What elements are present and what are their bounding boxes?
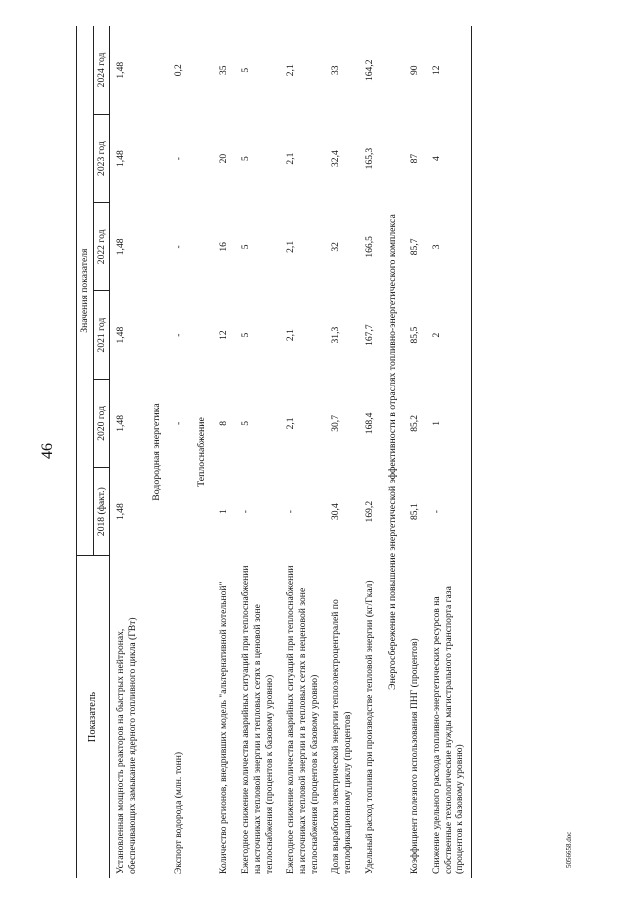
- value-cell: 85,2: [409, 414, 421, 432]
- indicator-label: Ежегодное снижение количества аварийных ситуаций при теплоснабжении на источниках тепловой энергии и в тепловых сетях в неценовой зоне теплоснабжения (процентов к базовому уровню): [285, 565, 320, 874]
- values-group-header: Значения показателя: [77, 26, 94, 556]
- year-header: 2024 год: [93, 26, 110, 114]
- rotated-table-frame: [76, 26, 566, 878]
- value-cell: 164,2: [363, 59, 375, 82]
- indicator-label: Количество регионов, внедривших модель "альтернативной котельной": [218, 581, 230, 874]
- indicator-label: Экспорт водорода (млн. тонн): [172, 751, 184, 874]
- value-cell: 1,48: [115, 150, 127, 167]
- section-header-row: [144, 26, 168, 878]
- section-header-row: [189, 26, 213, 878]
- value-cell: 166,5: [363, 236, 375, 258]
- value-cell: 30,4: [330, 503, 342, 521]
- value-cell: 4: [426, 114, 472, 202]
- value-cell: 0,2: [172, 64, 184, 77]
- value-cell: 12: [218, 330, 230, 340]
- table-row: [168, 26, 190, 878]
- value-cell: 167,7: [363, 324, 375, 346]
- indicator-column-header: Показатель: [77, 556, 110, 878]
- value-cell: 169,2: [363, 500, 375, 523]
- value-cell: 1,48: [115, 61, 127, 79]
- value-cell: 168,4: [363, 412, 375, 435]
- year-header: 2018 (факт.): [93, 468, 110, 556]
- value-cell: 2: [426, 291, 472, 379]
- year-header: 2023 год: [93, 114, 110, 202]
- table-row: [325, 26, 358, 878]
- table-row: [110, 26, 144, 878]
- value-cell: 85,5: [409, 326, 421, 344]
- value-cell: 3: [426, 203, 472, 291]
- value-cell: -: [285, 510, 297, 514]
- value-cell: 31,3: [330, 326, 342, 344]
- value-cell: -: [172, 333, 184, 337]
- value-cell: 1,48: [115, 503, 127, 521]
- value-cell: -: [240, 510, 252, 514]
- table-row: [426, 26, 472, 878]
- indicator-label: Ежегодное снижение количества аварийных ситуаций при теплоснабжении на источниках тепловой энергии и тепловых сетях в ценовой зоне теплоснабжения (процентов к базовому уровню): [240, 565, 275, 874]
- value-cell: 2,1: [285, 417, 297, 430]
- indicator-label: Коэффициент полезного использования ПНГ (процентов): [409, 638, 421, 874]
- value-cell: 5: [240, 67, 252, 73]
- value-cell: 2,1: [285, 329, 297, 342]
- value-cell: 90: [409, 65, 421, 76]
- value-cell: 2,1: [285, 64, 297, 77]
- value-cell: 30,7: [330, 414, 342, 432]
- value-cell: 2,1: [285, 240, 297, 253]
- value-cell: 20: [218, 153, 230, 164]
- value-cell: 85,1: [409, 503, 421, 521]
- value-cell: -: [426, 468, 472, 556]
- value-cell: 85,7: [409, 238, 421, 256]
- value-cell: 5: [240, 156, 252, 161]
- footer-document-code: 5056658.doc: [565, 831, 573, 868]
- section-title: Теплоснабжение: [196, 417, 208, 487]
- table-row: [280, 26, 325, 878]
- value-cell: 8: [218, 420, 230, 426]
- value-cell: 165,3: [363, 147, 375, 170]
- value-cell: 1,48: [115, 414, 127, 432]
- indicators-table: [76, 26, 472, 878]
- section-header-row: [380, 26, 404, 878]
- value-cell: -: [172, 245, 184, 249]
- value-cell: 32: [330, 242, 342, 252]
- table-body: [110, 26, 472, 878]
- value-cell: 1,48: [115, 238, 127, 256]
- value-cell: 1: [426, 379, 472, 467]
- value-cell: 87: [409, 153, 421, 164]
- year-header: 2021 год: [93, 291, 110, 379]
- value-cell: 35: [218, 65, 230, 76]
- value-cell: 5: [240, 332, 252, 338]
- year-header: 2022 год: [93, 203, 110, 291]
- indicator-label: Снижение удельного расхода топливно-энергетических ресурсов на собственные технологические нужды магистрального транспорта газа (процентов к базовому уровню): [426, 556, 472, 878]
- value-cell: 16: [218, 242, 230, 252]
- value-cell: 2,1: [285, 152, 297, 165]
- value-cell: -: [172, 156, 184, 161]
- year-header: 2020 год: [93, 379, 110, 467]
- value-cell: 33: [330, 65, 342, 76]
- value-cell: [168, 468, 190, 556]
- table-row: [404, 26, 426, 878]
- section-title: Энергосбережение и повышение энергетической эффективности в отраслях топливно-энергетического комплекса: [387, 214, 399, 690]
- indicator-label: Доля выработки электрической энергии теплоэлектроцентралей по теплофикационному циклу (процентов): [330, 599, 354, 874]
- table-row: [235, 26, 280, 878]
- table-row: [359, 26, 381, 878]
- value-cell: 32,4: [330, 150, 342, 167]
- value-cell: 1,48: [115, 326, 127, 344]
- table-row: [213, 26, 235, 878]
- page-number: 46: [39, 443, 56, 459]
- value-cell: 1: [218, 509, 230, 515]
- value-cell: 5: [240, 420, 252, 426]
- value-cell: 5: [240, 244, 252, 250]
- indicator-label: Удельный расход топлива при производстве тепловой энергии (кг/Гкал): [363, 580, 375, 874]
- value-cell: -: [172, 421, 184, 425]
- section-title: Водородная энергетика: [150, 403, 162, 501]
- indicator-label: Установленная мощность реакторов на быстрых нейтронах, обеспечивающих замыкание ядерного топливного цикла (ГВт): [115, 617, 139, 874]
- value-cell: 12: [426, 26, 472, 114]
